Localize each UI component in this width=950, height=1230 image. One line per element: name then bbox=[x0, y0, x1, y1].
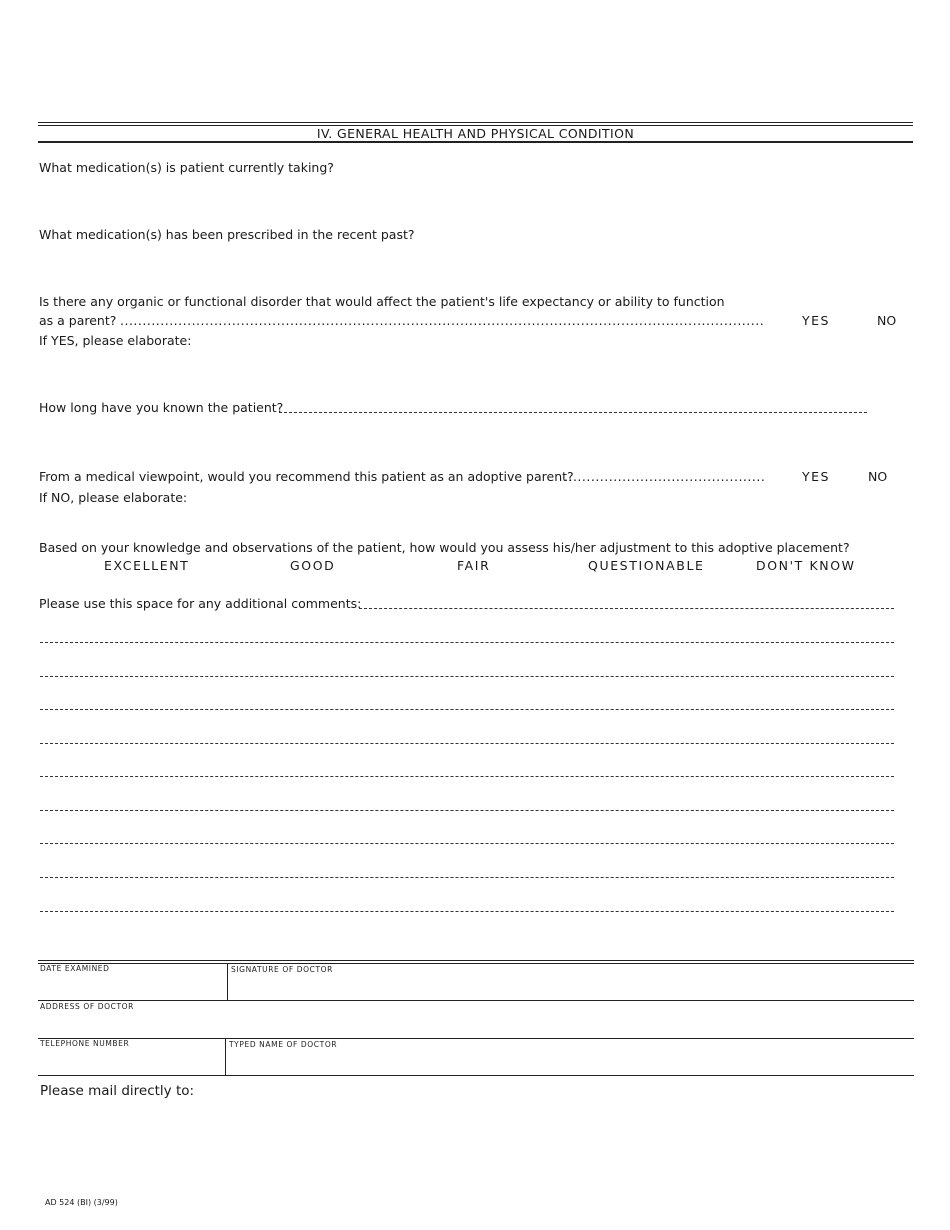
signature-block-rule-top bbox=[38, 960, 914, 961]
dot-leader bbox=[564, 469, 765, 484]
comments-line[interactable] bbox=[40, 776, 894, 777]
question-known-patient: How long have you known the patient? bbox=[39, 400, 284, 415]
comments-line[interactable] bbox=[40, 810, 894, 811]
question-disorder-line2: as a parent? bbox=[39, 313, 117, 328]
form-id: AD 524 (BI) (3/99) bbox=[45, 1198, 118, 1207]
question-recent-medication: What medication(s) has been prescribed in the recent past? bbox=[39, 227, 415, 242]
telephone-divider bbox=[225, 1038, 226, 1075]
comments-line[interactable] bbox=[40, 709, 894, 710]
comments-line[interactable] bbox=[40, 877, 894, 878]
date-examined-label: DATE EXAMINED bbox=[40, 964, 110, 973]
recommend-elaborate-label: If NO, please elaborate: bbox=[39, 490, 188, 505]
comments-line[interactable] bbox=[359, 608, 894, 609]
question-recommend: From a medical viewpoint, would you recommend this patient as an adoptive parent? bbox=[39, 469, 574, 484]
comments-line[interactable] bbox=[40, 743, 894, 744]
header-rule-top bbox=[38, 122, 913, 123]
header-rule-bottom bbox=[38, 141, 913, 143]
assess-option-fair[interactable]: FAIR bbox=[457, 558, 491, 573]
comments-label: Please use this space for any additional comments: bbox=[39, 596, 362, 611]
known-patient-field[interactable] bbox=[279, 412, 867, 413]
assess-option-excellent[interactable]: EXCELLENT bbox=[104, 558, 190, 573]
comments-line[interactable] bbox=[40, 676, 894, 677]
comments-line[interactable] bbox=[40, 642, 894, 643]
assess-option-questionable[interactable]: QUESTIONABLE bbox=[588, 558, 705, 573]
telephone-number-label: TELEPHONE NUMBER bbox=[40, 1039, 130, 1048]
question-disorder-line1: Is there any organic or functional disorder that would affect the patient's life expectancy or ability to function bbox=[39, 294, 725, 309]
recommend-yes-option[interactable]: YES bbox=[802, 469, 830, 484]
mail-to-label: Please mail directly to: bbox=[40, 1083, 195, 1099]
assess-option-dont-know[interactable]: DON'T KNOW bbox=[756, 558, 856, 573]
row-divider bbox=[38, 1038, 914, 1039]
disorder-no-option[interactable]: NO bbox=[877, 313, 897, 328]
signature-of-doctor-label: SIGNATURE OF DOCTOR bbox=[231, 965, 333, 974]
comments-line[interactable] bbox=[40, 843, 894, 844]
address-of-doctor-label: ADDRESS OF DOCTOR bbox=[40, 1002, 134, 1011]
recommend-no-option[interactable]: NO bbox=[868, 469, 888, 484]
row-divider bbox=[38, 1000, 914, 1001]
disorder-elaborate-label: If YES, please elaborate: bbox=[39, 333, 192, 348]
signature-block-rule-top-2 bbox=[38, 963, 914, 964]
question-assess: Based on your knowledge and observations of the patient, how would you assess his/her adjustment to this adoptive placement? bbox=[39, 540, 850, 555]
section-title: IV. GENERAL HEALTH AND PHYSICAL CONDITION bbox=[316, 126, 635, 141]
signature-divider bbox=[227, 963, 228, 1000]
assess-option-good[interactable]: GOOD bbox=[290, 558, 336, 573]
question-current-medication: What medication(s) is patient currently taking? bbox=[39, 160, 334, 175]
row-divider bbox=[38, 1075, 914, 1076]
comments-line[interactable] bbox=[40, 911, 894, 912]
disorder-yes-option[interactable]: YES bbox=[802, 313, 830, 328]
typed-name-of-doctor-label: TYPED NAME OF DOCTOR bbox=[229, 1040, 338, 1049]
dot-leader bbox=[120, 313, 765, 328]
